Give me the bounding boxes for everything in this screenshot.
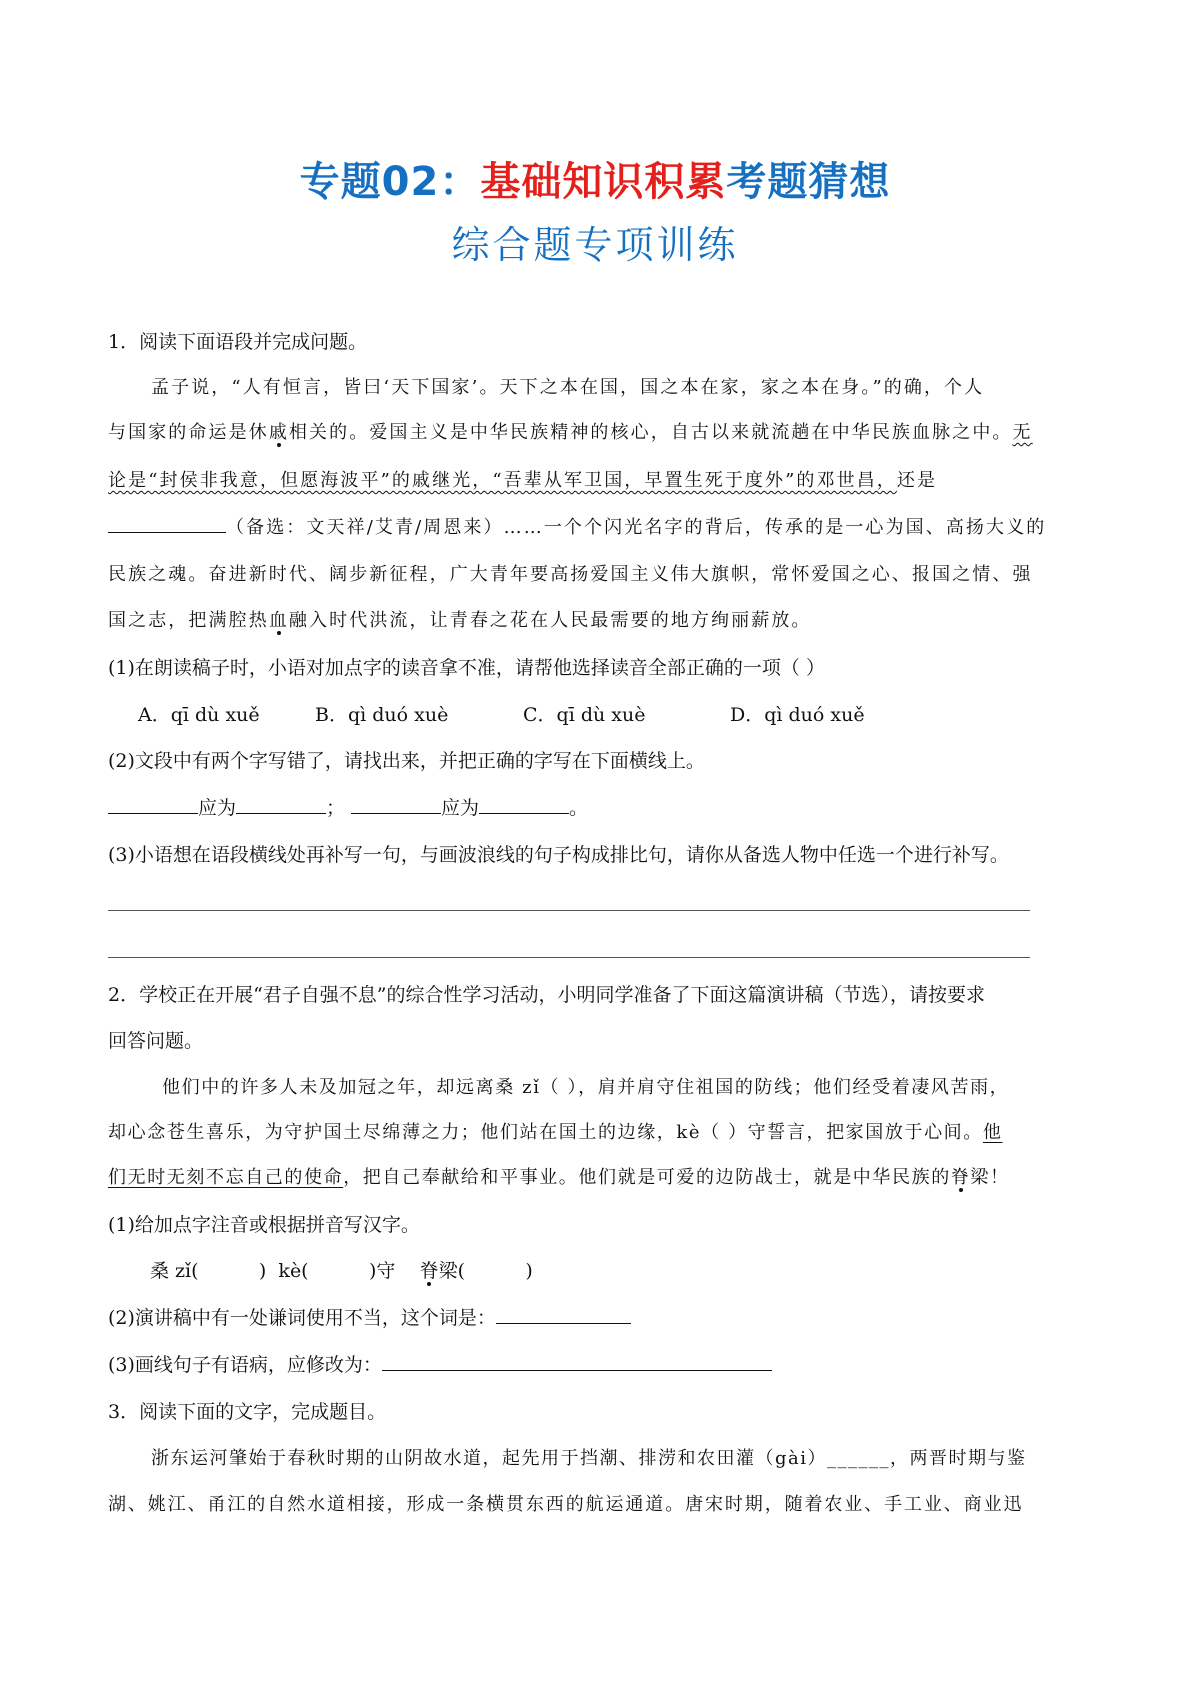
q2-sub3 xyxy=(108,1350,1083,1380)
title-highlight: 基础知识积累 xyxy=(480,159,727,205)
q2-fill xyxy=(108,1256,1125,1286)
answer-blank[interactable] xyxy=(108,514,226,533)
q3-stem: 3．阅读下面的文字，完成题目。 xyxy=(108,1401,387,1423)
answer-line[interactable] xyxy=(108,910,1030,911)
q1-sub2-blanks xyxy=(108,793,1083,823)
passage-text: 融入时代洪流，让青春之花在人民最需要的地方绚丽薪放。 xyxy=(288,610,812,631)
passage-text: 国之志，把满腔热 xyxy=(108,610,269,631)
answer-blank[interactable] xyxy=(351,795,441,814)
passage-text: 相关的。爱国主义是中华民族精神的核心，自古以来就流趟在中华民族血脉之中。 xyxy=(288,422,1013,443)
q3-passage-line: 浙东运河肇始于春秋时期的山阴故水道，起先用于挡潮、排涝和农田灌（gài）______，两晋时期与鉴 xyxy=(151,1448,1027,1469)
q2-stem: 回答问题。 xyxy=(108,1030,204,1052)
title-prefix: 专题02： xyxy=(299,159,481,205)
q1-sub2: (2)文段中有两个字写错了，请找出来，并把正确的字写在下面横线上。 xyxy=(108,750,705,772)
answer-blank[interactable] xyxy=(496,1305,631,1324)
fill-text[interactable]: 梁( ) xyxy=(438,1260,533,1282)
option-c[interactable]: C．qī dù xuè xyxy=(523,704,646,726)
option-a[interactable]: A．qī dù xuě xyxy=(138,704,260,726)
q1-stem: 1．阅读下面语段并完成问题。 xyxy=(108,331,368,353)
passage-text: 却心念苍生喜乐，为守护国土尽绵薄之力；他们站在国土的边缘，kè（ ）守誓言，把家国放于心间。 xyxy=(108,1122,983,1143)
answer-blank[interactable] xyxy=(382,1352,772,1371)
option-b[interactable]: B．qì duó xuè xyxy=(315,704,449,726)
q1-passage-line xyxy=(108,418,1083,448)
page-subtitle: 综合题专项训练 xyxy=(451,223,739,267)
sub2-label: 应为 xyxy=(441,797,480,819)
sub3-text: (3)画线句子有语病，应修改为： xyxy=(108,1354,382,1376)
sub2-text: (2)演讲稿中有一处谦词使用不当，这个词是： xyxy=(108,1307,496,1329)
q1-sub3: (3)小语想在语段横线处再补写一句，与画波浪线的句子构成排比句，请你从备选人物中任选一个进行补写。 xyxy=(108,844,1009,866)
q1-passage-line xyxy=(108,606,1083,636)
q2-stem: 2．学校正在开展“君子自强不息”的综合性学习活动，小明同学准备了下面这篇演讲稿（节选），请按要求 xyxy=(108,984,986,1006)
underlined-sentence: 们无时无刻不忘自己的使命 xyxy=(108,1167,344,1188)
answer-blank[interactable] xyxy=(108,795,198,814)
dotted-char: 戚 xyxy=(268,422,289,443)
fill-text[interactable]: 桑 zǐ( ) kè( )守 xyxy=(150,1260,420,1282)
sub2-separator: ； xyxy=(326,797,346,819)
q2-sub2 xyxy=(108,1303,1083,1333)
q1-passage-line xyxy=(108,466,1083,496)
answer-blank[interactable] xyxy=(236,795,326,814)
sub2-label: 应为 xyxy=(198,797,237,819)
q2-passage-line xyxy=(108,1118,1083,1148)
option-d[interactable]: D．qì duó xuě xyxy=(730,704,865,726)
passage-text: 梁！ xyxy=(970,1167,1010,1188)
q2-passage-line xyxy=(108,1163,1083,1193)
sub2-end: 。 xyxy=(569,797,589,819)
passage-text: （备选：文天祥/艾青/周恩来）……一个个闪光名字的背后，传承的是一心为国、高扬大义的 xyxy=(226,517,1047,538)
passage-text: 与国家的命运是休 xyxy=(108,422,269,443)
q1-passage-line: 孟子说，“人有恒言，皆曰‘天下国家’。天下之本在国，国之本在家，家之本在身。”的确，个人 xyxy=(151,377,985,398)
q1-passage-line xyxy=(108,513,1083,543)
q2-passage-line: 他们中的许多人未及加冠之年，却远离桑 zǐ（ ），肩并肩守住祖国的防线；他们经受着凄风苦雨， xyxy=(162,1077,1010,1098)
q1-sub1: (1)在朗读稿子时，小语对加点字的读音拿不准，请帮他选择读音全部正确的一项（ ） xyxy=(108,657,825,679)
dotted-char: 脊 xyxy=(419,1260,439,1282)
passage-text: 还是 xyxy=(896,470,938,491)
q3-passage-line: 湖、姚江、甬江的自然水道相接，形成一条横贯东西的航运通道。唐宋时期，随着农业、手工业、商业迅 xyxy=(108,1494,1024,1515)
dotted-char: 脊 xyxy=(950,1167,971,1188)
underlined-sentence: 他 xyxy=(982,1122,1003,1143)
answer-line[interactable] xyxy=(108,957,1030,958)
title-suffix: 考题猜想 xyxy=(726,159,891,205)
wavy-sentence: 无 xyxy=(1012,422,1033,443)
passage-text: ，把自己奉献给和平事业。他们就是可爱的边防战士，就是中华民族的 xyxy=(343,1167,951,1188)
page-title xyxy=(0,150,1190,207)
answer-blank[interactable] xyxy=(479,795,569,814)
dotted-char: 血 xyxy=(268,610,289,631)
wavy-sentence: 论是“封侯非我意，但愿海波平”的戚继光，“吾辈从军卫国，早置生死于度外”的邓世昌， xyxy=(108,470,897,491)
q2-sub1: (1)给加点字注音或根据拼音写汉字。 xyxy=(108,1214,420,1236)
q1-passage-line: 民族之魂。奋进新时代、阔步新征程，广大青年要高扬爱国主义伟大旗帜，常怀爱国之心、报国之情、强 xyxy=(108,564,1033,585)
